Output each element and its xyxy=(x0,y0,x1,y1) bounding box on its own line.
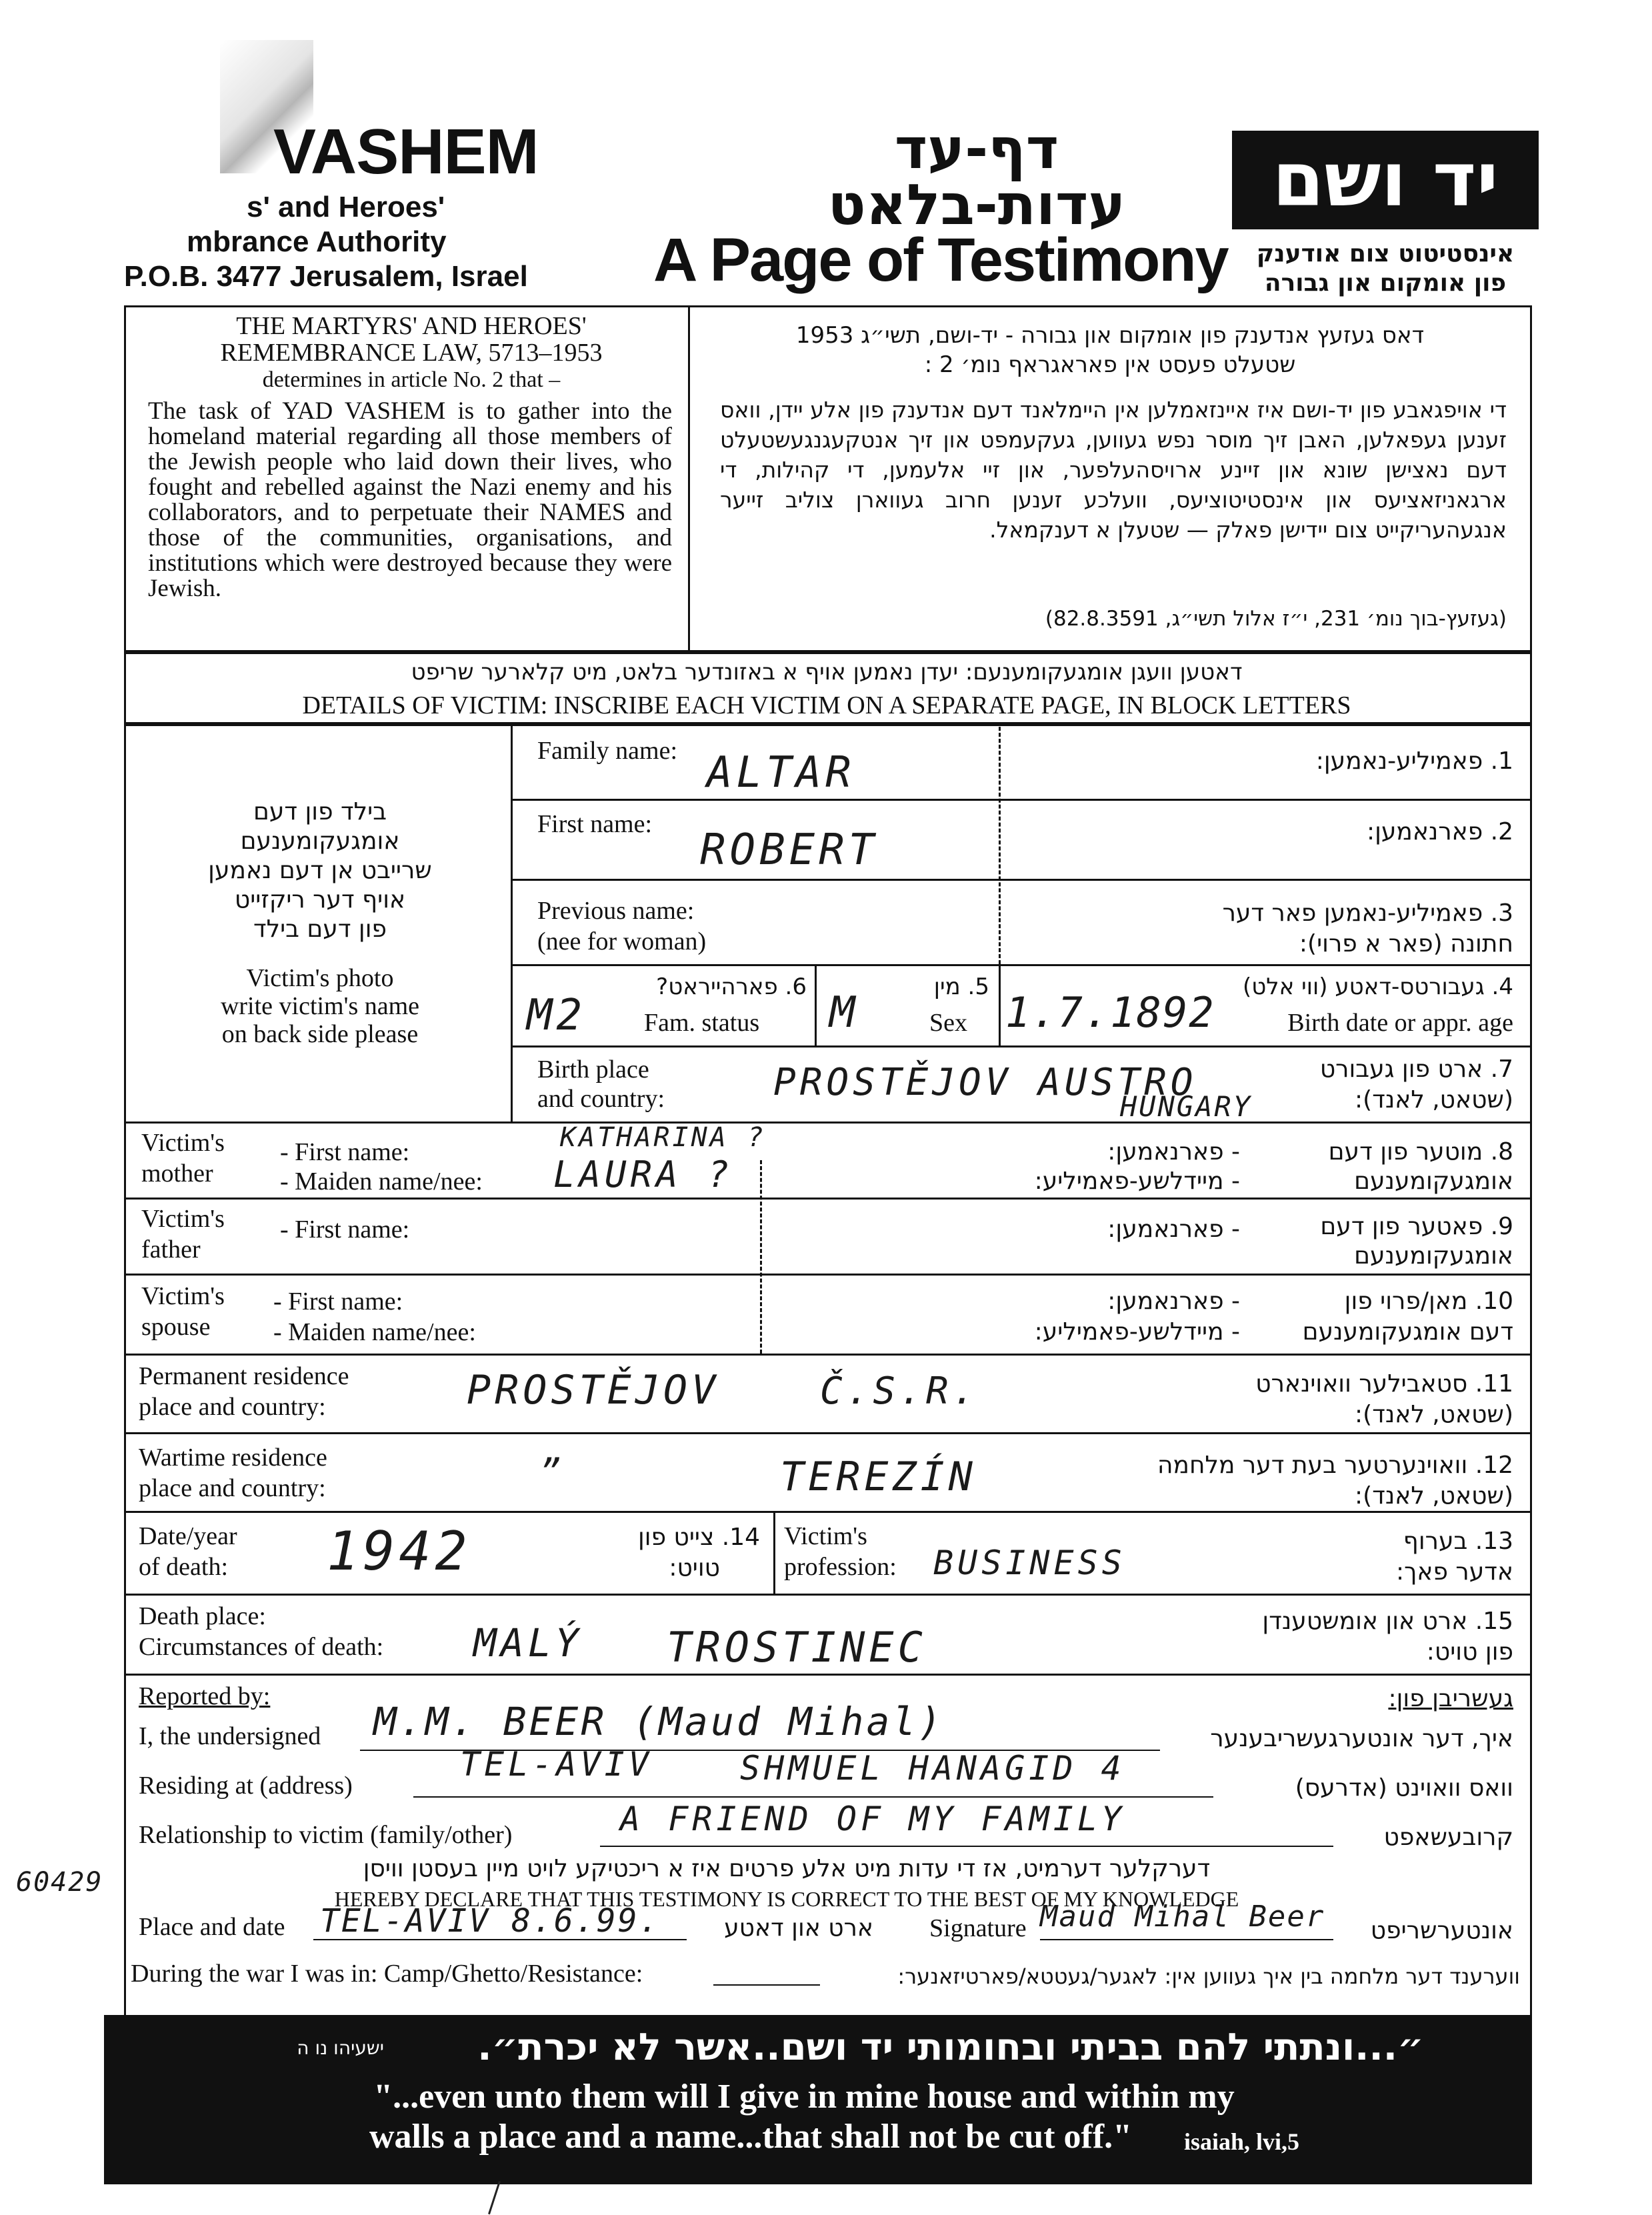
place-date-value[interactable]: TEL-AVIV 8.6.99. xyxy=(320,1902,661,1940)
row-line-3 xyxy=(511,964,1532,966)
place-date-underline xyxy=(313,1939,687,1940)
law-heb-reference: (געזעץ-בוך נומ׳ 231, י״ז אלול תשי״ג, 82.8.3591) xyxy=(1045,607,1507,631)
wartime-residence-ditto[interactable]: ” xyxy=(540,1452,565,1492)
photo-heb-3: שרייבט אן דעם נאמען xyxy=(208,857,432,884)
declaration-en: HEREBY DECLARE THAT THIS TESTIMONY IS CORRECT TO THE BEST OF MY KNOWLEDGE xyxy=(334,1887,1239,1911)
declaration-heb: דערקלער דערמיט, אז די עדות מיט אלע פרטים איז א ריכטיקע לויט מיין בעסטן וויסן xyxy=(363,1855,1211,1882)
death-place-value[interactable]: MALÝ xyxy=(473,1620,583,1666)
wartime-residence-label-2: place and country: xyxy=(139,1474,326,1502)
center-dashed-mid xyxy=(760,1160,762,1354)
footer-heb-reference: ישעיהו נו ה xyxy=(297,2037,384,2059)
wartime-residence-heb-2: (שטאט, לאנד): xyxy=(1355,1482,1513,1510)
permanent-residence-country[interactable]: Č.S.R. xyxy=(820,1370,979,1413)
father-label-1: Victim's xyxy=(141,1205,225,1233)
death-profession-divider xyxy=(773,1511,775,1594)
row-line-7 xyxy=(124,1274,1532,1276)
reported-by-heb: געשריבן פון: xyxy=(1388,1685,1513,1712)
date-of-death-heb-1: 14. צייט פון xyxy=(637,1524,760,1551)
profession-heb-1: 13. בערוף xyxy=(1403,1528,1513,1555)
signature-label: Signature xyxy=(929,1914,1027,1942)
footer-en-line-2: walls a place and a name...that shall not be cut off." xyxy=(369,2118,1133,2156)
profession-label-2: profession: xyxy=(784,1553,897,1581)
family-name-value[interactable]: ALTAR xyxy=(707,748,855,797)
mother-maiden-name-heb: - מיידלשע-פאמיליע: xyxy=(1034,1168,1240,1195)
law-en-title-3: determines in article No. 2 that – xyxy=(262,367,561,392)
row-line-9 xyxy=(124,1432,1532,1434)
row-line-10 xyxy=(124,1511,1532,1513)
spouse-heb-1: 10. מאן/פרוי פון xyxy=(1344,1288,1513,1315)
row-line-8 xyxy=(124,1354,1532,1356)
permanent-residence-heb-1: 11. סטאבילער וואוינארט xyxy=(1255,1370,1513,1398)
during-war-label: During the war I was in: Camp/Ghetto/Resistance: xyxy=(131,1960,643,1988)
father-heb-1: 9. פאטער פון דעם xyxy=(1320,1213,1513,1240)
relationship-heb: קרובעשאפט xyxy=(1383,1824,1513,1851)
previous-name-label: Previous name: xyxy=(537,897,695,925)
undersigned-value[interactable]: M.M. BEER (Maud Mihal) xyxy=(373,1699,945,1744)
father-first-name-label: - First name: xyxy=(280,1216,410,1244)
spouse-label-1: Victim's xyxy=(141,1282,225,1310)
row-line-6 xyxy=(124,1198,1532,1200)
org-name-vashem: VASHEM xyxy=(273,116,539,187)
mother-first-name-label: - First name: xyxy=(280,1138,410,1166)
spouse-label-2: spouse xyxy=(141,1313,211,1341)
family-name-label: Family name: xyxy=(537,737,678,765)
permanent-residence-value[interactable]: PROSTĚJOV xyxy=(467,1367,720,1414)
profession-label: Victim's xyxy=(784,1522,867,1550)
mother-heb-2: אומגעקומענעם xyxy=(1354,1168,1513,1195)
details-heading-heb: דאטען וועגן אומגעקומענעם: יעדן נאמען אויף א באזונדער בלאט, מיט קלארער שריפט xyxy=(411,659,1243,685)
mother-maiden-name-label: - Maiden name/nee: xyxy=(280,1168,483,1196)
birth-place-label: Birth place xyxy=(537,1055,649,1083)
death-place-label: Death place: xyxy=(139,1602,266,1630)
title-hebrew-1: דף-עד xyxy=(894,116,1059,181)
birth-place-value-2[interactable]: HUNGARY xyxy=(1120,1090,1253,1123)
photo-en-2: write victim's name xyxy=(220,992,420,1020)
father-label-2: father xyxy=(141,1236,201,1264)
residing-underline xyxy=(413,1796,1213,1798)
org-name-line3: mbrance Authority xyxy=(187,225,447,258)
signature-heb: אונטערשריפט xyxy=(1370,1917,1513,1944)
first-name-heb: 2. פארנאמען: xyxy=(1366,818,1513,845)
row-line-4 xyxy=(511,1045,1532,1047)
place-date-label: Place and date xyxy=(139,1913,285,1941)
mother-maiden-name-value[interactable]: LAURA ? xyxy=(553,1154,733,1196)
relationship-label: Relationship to victim (family/other) xyxy=(139,1821,513,1849)
row-line-1 xyxy=(511,799,1532,801)
spouse-maiden-name-label: - Maiden name/nee: xyxy=(273,1318,476,1346)
place-date-heb: ארט און דאטע xyxy=(724,1914,873,1942)
reported-by-label: Reported by: xyxy=(139,1682,271,1710)
scan-mark xyxy=(488,2181,501,2214)
fam-status-heb: 6. פארהייראט? xyxy=(656,973,807,1000)
mother-label-1: Victim's xyxy=(141,1129,225,1157)
relationship-value[interactable]: A FRIEND OF MY FAMILY xyxy=(620,1800,1126,1838)
signature-value[interactable]: Maud Mihal Beer xyxy=(1040,1900,1325,1934)
birth-date-value[interactable]: 1.7.1892 xyxy=(1005,988,1215,1037)
footer-quote xyxy=(104,2015,1532,2184)
row-line-2 xyxy=(511,879,1532,881)
mother-first-name-value[interactable]: KATHARINA ? xyxy=(560,1122,766,1153)
org-name-line2: s' and Heroes' xyxy=(247,191,445,223)
law-en-title-2: REMEMBRANCE LAW, 5713–1953 xyxy=(220,339,603,367)
margin-note: 60429 xyxy=(16,1867,103,1898)
law-en-body: The task of YAD VASHEM is to gather into the homeland material regarding all those members of the Jewish people who laid down their lives, who fought and rebelled against the Nazi enemy and his collaborators, and to perpetuate their NAMES and those of the communities, organisations, and institutions which were destroyed because they were Jewish. xyxy=(148,397,672,602)
birth-date-heb: 4. געבורטס-דאטע (ווי אלט) xyxy=(1242,973,1513,1000)
center-dashed-top xyxy=(999,727,1001,964)
org-address: P.O.B. 3477 Jerusalem, Israel xyxy=(124,260,528,293)
photo-heb-2: אומגעקומענעם xyxy=(240,827,400,855)
previous-name-heb-2: חתונה (פאר א פרוי): xyxy=(1299,930,1513,957)
photo-heb-1: בילד פון דעם xyxy=(253,798,387,825)
title-english: A Page of Testimony xyxy=(653,226,1228,294)
profession-value[interactable]: BUSINESS xyxy=(933,1544,1126,1582)
family-name-heb: 1. פאמיליע-נאמען: xyxy=(1315,747,1513,775)
footer-en-reference: isaiah, lvi,5 xyxy=(1184,2128,1300,2155)
fam-status-label: Fam. status xyxy=(644,1009,760,1037)
death-place-value-2[interactable]: TROSTINEC xyxy=(667,1623,927,1672)
signature-underline xyxy=(1040,1939,1333,1940)
birth-place-value[interactable]: PROSTĚJOV AUSTRO xyxy=(773,1061,1197,1104)
residing-value-street[interactable]: SHMUEL HANAGID 4 xyxy=(740,1749,1125,1788)
sex-label: Sex xyxy=(929,1009,967,1037)
sex-heb: 5. מין xyxy=(933,973,989,1000)
undersigned-heb: איך, דער אונטערגעשריבענער xyxy=(1210,1725,1513,1752)
wartime-residence-heb-1: 12. וואוינערטער בעת דער מלחמה xyxy=(1157,1452,1513,1479)
father-first-name-heb: - פארנאמען: xyxy=(1107,1216,1240,1243)
birth-place-heb-1: 7. ארט פון געבורט xyxy=(1319,1055,1513,1083)
logo-subtitle-1: אינסטיטוט צום אודענק xyxy=(1256,240,1515,267)
wartime-residence-value[interactable]: TEREZÍN xyxy=(780,1454,977,1500)
photo-divider xyxy=(511,724,513,1122)
residing-value-city[interactable]: TEL-AVIV xyxy=(460,1745,653,1784)
date-of-death-label-2: of death: xyxy=(139,1553,229,1581)
during-war-heb: ווערענד דער מלחמה בין איך געווען אין: לאגער/געטטא/פארטיזאנער: xyxy=(897,1964,1520,1989)
during-war-underline xyxy=(713,1984,820,1986)
undersigned-label: I, the undersigned xyxy=(139,1722,321,1750)
law-en-title-1: THE MARTYRS' AND HEROES' xyxy=(236,312,587,340)
photo-heb-4: אויף דער ריקזייט xyxy=(234,886,406,913)
death-place-heb-1: 15. ארט און אומשטענדן xyxy=(1262,1608,1513,1635)
relationship-underline xyxy=(600,1846,1333,1847)
permanent-residence-label-2: place and country: xyxy=(139,1393,326,1421)
date-of-death-label: Date/year xyxy=(139,1522,237,1550)
residing-heb: וואס וואוינט (אדרעס) xyxy=(1295,1774,1513,1802)
death-place-circumstances-label: Circumstances of death: xyxy=(139,1633,384,1661)
status-divider-1 xyxy=(815,964,817,1045)
status-divider-2 xyxy=(999,964,1001,1045)
fam-status-value[interactable]: M2 xyxy=(527,991,587,1040)
row-line-12 xyxy=(124,1674,1532,1676)
death-place-heb-2: פון טויט: xyxy=(1426,1638,1513,1666)
photo-en-3: on back side please xyxy=(221,1020,419,1048)
law-heb-body: די אויפגאבע פון יד-ושם איז איינזאמלען אין היימלאנד דעם אנדענק פון אלע יידן, וואס זענען געפאלען, האבן זיך מוסר נפש געווען, געקעמפט און זיך אנטקעגנגעשטעלט דעם נאצישן שונא און זיינע ארויסהעלפער, און זיי אלעמען, די קהילות, די ארגאניזאציעס און אינסטיטוציעס, וועלכע זענען חרוב געווארן צוליב זייער אנגעהעריקייט צום יידישן פאלק — שטעלן א דענקמאל. xyxy=(720,397,1507,543)
law-heb-title-1: דאס געזעץ אנדענק פון אומקום און גבורה - יד-ושם, תשי״ג 1953 xyxy=(795,322,1425,349)
mother-first-name-heb: - פארנאמען: xyxy=(1107,1138,1240,1166)
date-of-death-heb-2: טויט: xyxy=(669,1554,720,1582)
wartime-residence-label: Wartime residence xyxy=(139,1444,327,1472)
profession-heb-2: אדער פאך: xyxy=(1395,1558,1513,1586)
details-heading-en: DETAILS OF VICTIM: INSCRIBE EACH VICTIM ON A SEPARATE PAGE, IN BLOCK LETTERS xyxy=(302,691,1351,719)
footer-en-line-1: "...even unto them will I give in mine house and within my xyxy=(373,2078,1235,2116)
previous-name-heb-1: 3. פאמיליע-נאמען פאר דער xyxy=(1222,899,1513,927)
date-of-death-value[interactable]: 1942 xyxy=(327,1520,471,1582)
sex-value[interactable]: M xyxy=(829,988,859,1037)
spouse-maiden-name-heb: - מיידלשע-פאמיליע: xyxy=(1034,1318,1240,1346)
spouse-first-name-heb: - פארנאמען: xyxy=(1107,1288,1240,1315)
previous-name-note: (nee for woman) xyxy=(537,927,707,955)
law-heb-title-2: שטעלט פעסט אין פאראגראף נומ׳ 2 : xyxy=(924,351,1296,378)
father-heb-2: אומגעקומענעם xyxy=(1354,1242,1513,1270)
spouse-heb-2: דעם אומגעקומענעם xyxy=(1302,1318,1513,1346)
mother-label-2: mother xyxy=(141,1160,213,1188)
spouse-first-name-label: - First name: xyxy=(273,1288,403,1316)
logo-subtitle-2: פון אומקום און גבורה xyxy=(1264,269,1507,297)
birth-date-label: Birth date or appr. age xyxy=(1287,1009,1513,1037)
mother-heb-1: 8. מוטער פון דעם xyxy=(1328,1138,1513,1166)
row-line-11 xyxy=(124,1594,1532,1596)
title-hebrew-2: עדות-בלאט xyxy=(827,172,1126,237)
birth-place-heb-2: (שטאט, לאנד): xyxy=(1355,1086,1513,1114)
permanent-residence-label: Permanent residence xyxy=(139,1362,349,1390)
row-line-5 xyxy=(124,1122,1532,1124)
logo-yad-vashem: יד ושם xyxy=(1232,131,1539,229)
photo-en-1: Victim's photo xyxy=(246,964,394,992)
law-divider xyxy=(688,305,690,652)
photo-heb-5: פון דעם בילד xyxy=(253,915,387,943)
residing-label: Residing at (address) xyxy=(139,1772,353,1800)
footer-heb-quote: ״...ונתתי להם בביתי ובחומותי יד ושם..אשר לא יכרת״. xyxy=(477,2026,1424,2069)
first-name-label: First name: xyxy=(537,810,653,838)
first-name-value[interactable]: ROBERT xyxy=(700,825,879,875)
permanent-residence-heb-2: (שטאט, לאנד): xyxy=(1355,1401,1513,1428)
birth-place-label-2: and country: xyxy=(537,1085,665,1113)
